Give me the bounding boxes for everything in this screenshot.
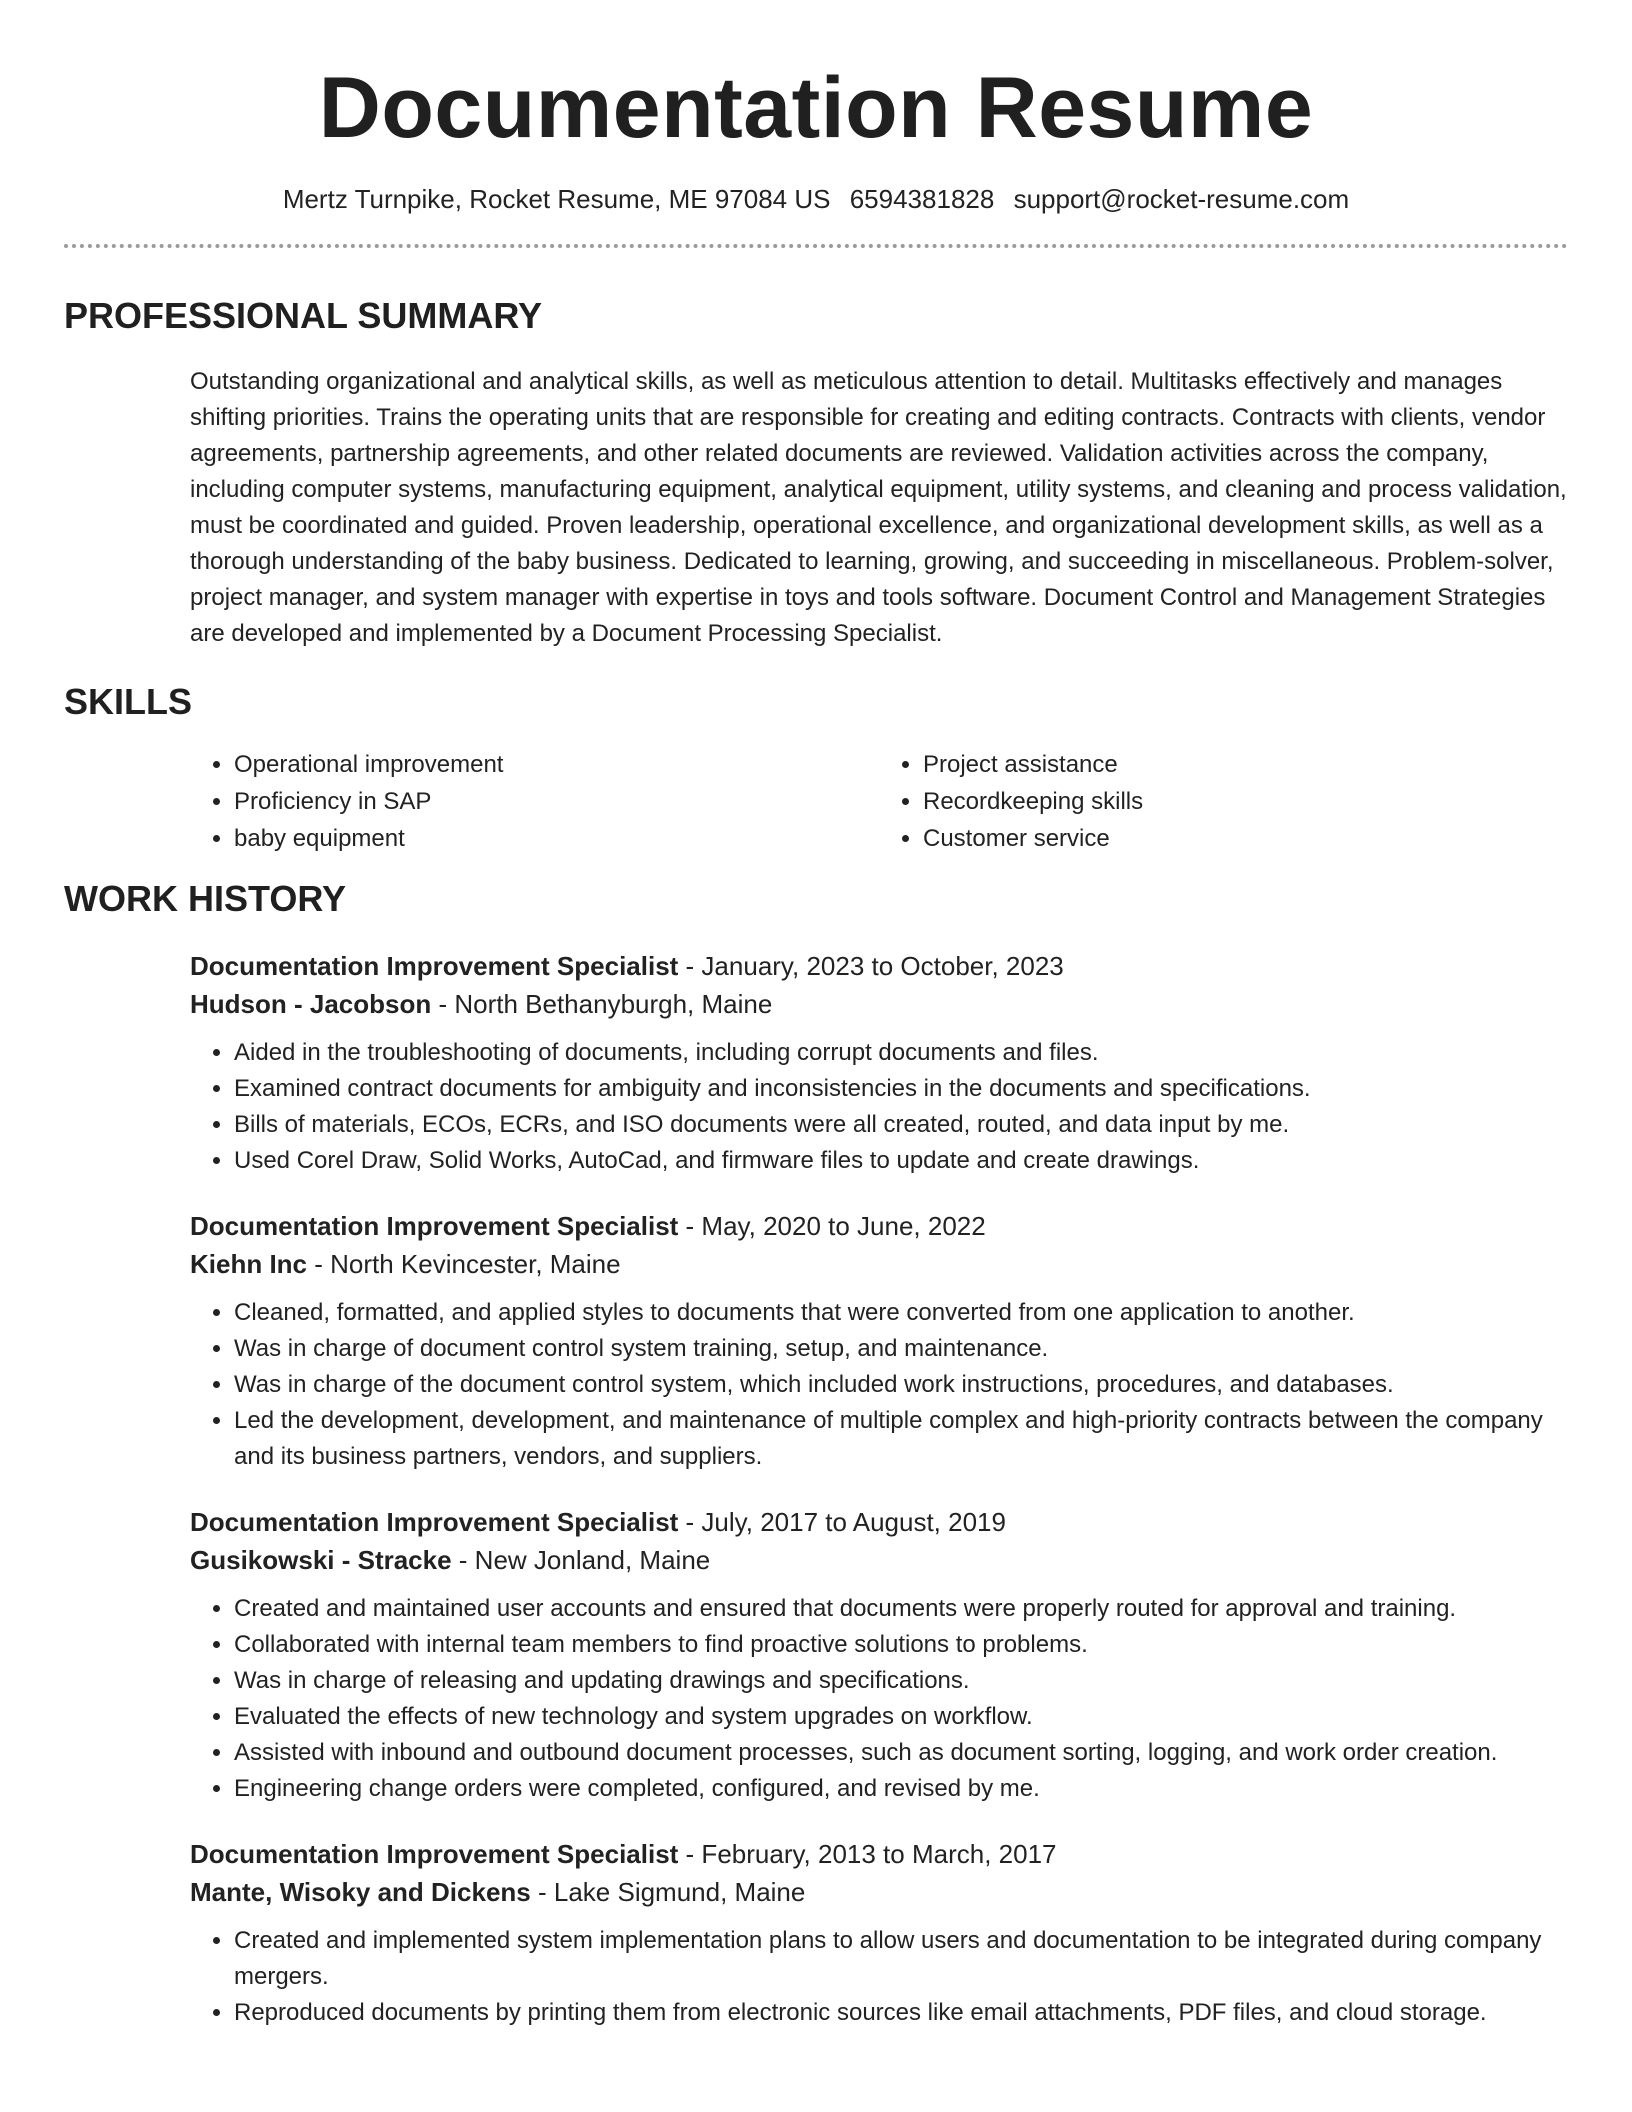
skills-heading: SKILLS [64,681,193,722]
job-company: Kiehn Inc [190,1249,308,1279]
job-bullet: • Led the development, development, and maintenance of multiple complex and high-priority contracts between the company and its business partners, vendors, and suppliers. [234,1403,1568,1475]
job-company: Hudson - Jacobson [190,989,432,1019]
job-role-line [190,1503,1568,1541]
job-bullet: • Examined contract documents for ambiguity and inconsistencies in the documents and specifications. [234,1071,1568,1107]
job-dates: - February, 2013 to March, 2017 [678,1839,1057,1869]
job-bullet: • Evaluated the effects of new technology and system upgrades on workflow. [234,1699,1568,1735]
job-company-line [190,1873,1568,1911]
work-history-heading: WORK HISTORY [64,878,347,919]
contact-email[interactable]: support@rocket-resume.com [1013,184,1350,214]
skills-grid [190,746,1568,857]
job-location: - North Kevincester, Maine [307,1249,621,1279]
job-role: Documentation Improvement Specialist [190,951,679,981]
job-bullet: • Created and implemented system implementation plans to allow users and documentation to be integrated during company mergers. [234,1923,1568,1995]
summary-heading: PROFESSIONAL SUMMARY [64,295,543,336]
skill-item: • baby equipment [234,820,879,857]
job-bullet: • Assisted with inbound and outbound document processes, such as document sorting, logging, and work order creation. [234,1735,1568,1771]
job-role: Documentation Improvement Specialist [190,1507,679,1537]
job-location: - New Jonland, Maine [451,1545,711,1575]
summary-text: Outstanding organizational and analytical skills, as well as meticulous attention to detail. Multitasks effectively and manages shifting priorities. Trains the operating units that are responsible for creating and editing contracts. Contracts with clients, vendor agreements, partnership agreements, and other related documents are reviewed. Validation activities across the company, including computer systems, manufacturing equipment, analytical equipment, utility systems, and cleaning and process validation, must be coordinated and guided. Proven leadership, operational excellence, and organizational development skills, as well as a thorough understanding of the baby business. Dedicated to learning, growing, and succeeding in miscellaneous. Problem-solver, project manager, and system manager with expertise in toys and tools software. Document Control and Management Strategies are developed and implemented by a Document Processing Specialist. [190,368,1567,647]
job-bullets [190,1035,1568,1179]
resume-page [64,0,1568,2031]
skill-item: • Operational improvement [234,746,879,783]
job-bullet: • Aided in the troubleshooting of documents, including corrupt documents and files. [234,1035,1568,1071]
contact-address: Mertz Turnpike, Rocket Resume, ME 97084 US [282,184,831,214]
job-company-line [190,985,1568,1023]
job-bullet: • Was in charge of the document control system, which included work instructions, procedures, and databases. [234,1367,1568,1403]
job-bullets [190,1295,1568,1475]
job-role: Documentation Improvement Specialist [190,1211,679,1241]
job-company: Mante, Wisoky and Dickens [190,1877,531,1907]
job-dates: - July, 2017 to August, 2019 [678,1507,1006,1537]
skill-item: • Customer service [923,820,1568,857]
job-role-line [190,1835,1568,1873]
job-location: - Lake Sigmund, Maine [530,1877,806,1907]
job-entry [190,947,1568,1179]
job-bullet: • Was in charge of releasing and updating drawings and specifications. [234,1663,1568,1699]
job-role-line [190,1207,1568,1245]
job-bullets [190,1923,1568,2031]
contact-line [64,182,1568,216]
skills-column-right [879,746,1568,857]
job-dates: - January, 2023 to October, 2023 [678,951,1064,981]
job-company-line [190,1245,1568,1283]
header-divider [64,244,1568,248]
job-bullet: • Collaborated with internal team members to find proactive solutions to problems. [234,1627,1568,1663]
job-bullet: • Cleaned, formatted, and applied styles to documents that were converted from one application to another. [234,1295,1568,1331]
job-bullet: • Bills of materials, ECOs, ECRs, and ISO documents were all created, routed, and data input by me. [234,1107,1568,1143]
job-bullet: • Reproduced documents by printing them from electronic sources like email attachments, PDF files, and cloud storage. [234,1995,1568,2031]
resume-title: Documentation Resume [318,60,1314,156]
job-entry [190,1207,1568,1475]
job-company-line [190,1541,1568,1579]
job-dates: - May, 2020 to June, 2022 [678,1211,986,1241]
job-role: Documentation Improvement Specialist [190,1839,679,1869]
job-location: - North Bethanyburgh, Maine [431,989,773,1019]
job-entry [190,1503,1568,1807]
skill-item: • Recordkeeping skills [923,783,1568,820]
job-role-line [190,947,1568,985]
skill-item: • Project assistance [923,746,1568,783]
job-entry [190,1835,1568,2031]
skill-item: • Proficiency in SAP [234,783,879,820]
job-bullet: • Used Corel Draw, Solid Works, AutoCad, and firmware files to update and create drawings. [234,1143,1568,1179]
job-bullets [190,1591,1568,1807]
job-bullet: • Was in charge of document control system training, setup, and maintenance. [234,1331,1568,1367]
job-bullet: • Engineering change orders were completed, configured, and revised by me. [234,1771,1568,1807]
contact-phone: 6594381828 [849,184,995,214]
skills-column-left [190,746,879,857]
job-bullet: • Created and maintained user accounts and ensured that documents were properly routed for approval and training. [234,1591,1568,1627]
job-company: Gusikowski - Stracke [190,1545,452,1575]
